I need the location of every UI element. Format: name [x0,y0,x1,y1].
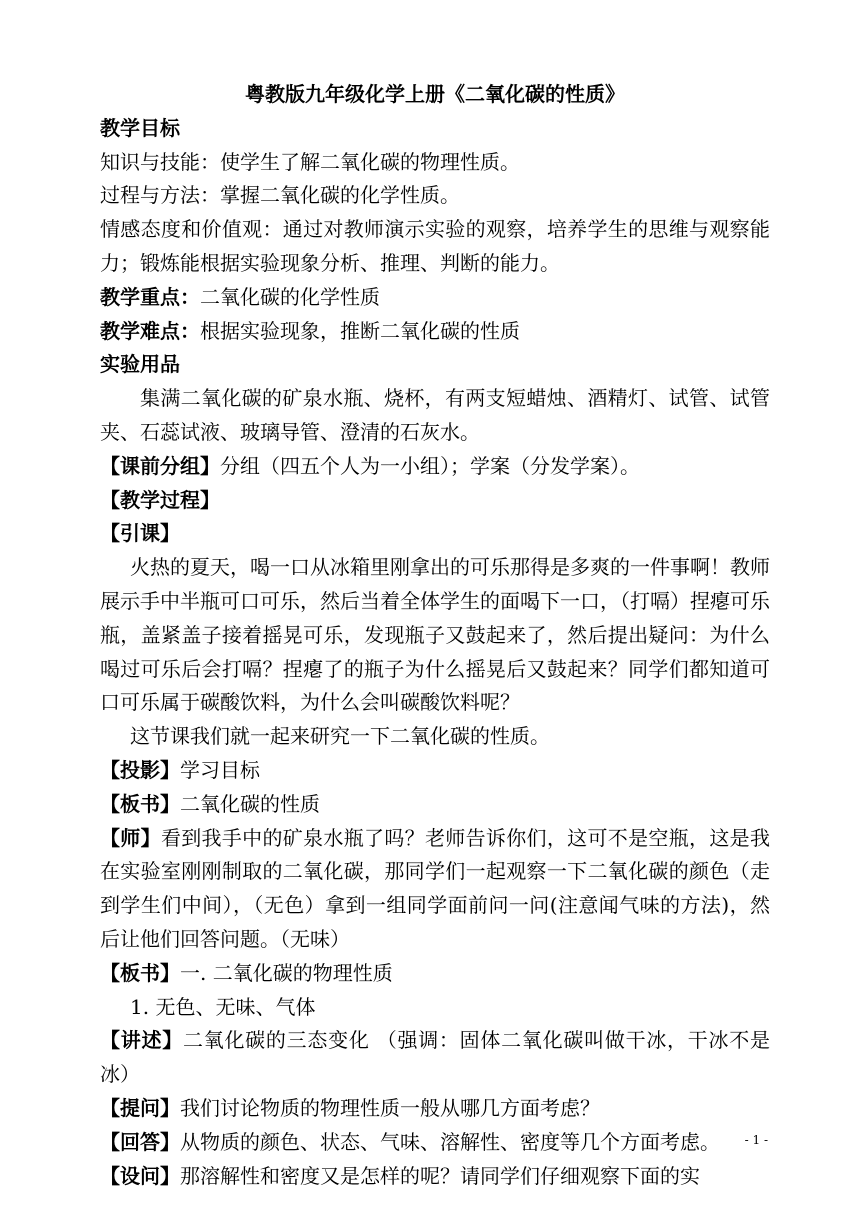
difficulty-point [100,315,770,349]
narrate-paragraph [100,1024,770,1092]
board2-text: 一. 二氧化碳的物理性质 [180,960,393,985]
document-title: 粤教版九年级化学上册《二氧化碳的性质》 [245,82,625,106]
board1-text: 二氧化碳的性质 [180,791,320,816]
grouping-text: 分组（四五个人为一小组）；学案（分发学案）。 [220,453,640,478]
key-point [100,281,770,315]
intro-heading: 【引课】 [100,521,180,546]
key-point-label: 教学重点： [100,284,200,309]
materials-heading: 实验用品 [100,352,180,377]
objectives-heading: 教学目标 [100,115,180,140]
emotion-objective: 情感态度和价值观：通过对教师演示实验的观察，培养学生的思维与观察能力；锻炼能根据实验现象分析、推理、判断的能力。 [100,217,770,275]
materials-text: 集满二氧化碳的矿泉水瓶、烧杯，有两支短蜡烛、酒精灯、试管、试管夹、石蕊试液、玻璃导管、澄清的石灰水。 [100,386,770,444]
question-line [100,1092,770,1126]
projection-line [100,754,770,788]
teacher-text: 看到我手中的矿泉水瓶了吗？老师告诉你们，这可不是空瓶，这是我在实验室刚刚制取的二氧化碳，那同学们一起观察一下二氧化碳的颜色（走到学生们中间），（无色）拿到一组同学面前问一问(注意闻气味的方法)，然后让他们回答问题。（无味） [100,825,770,951]
board2-tag: 【板书】 [100,960,180,985]
question-text: 我们讨论物质的物理性质一般从哪几方面考虑？ [180,1095,600,1120]
answer-tag: 【回答】 [100,1129,180,1154]
teacher-paragraph [100,822,770,957]
ask-tag: 【设问】 [100,1163,180,1188]
board1-tag: 【板书】 [100,791,180,816]
question-tag: 【提问】 [100,1095,180,1120]
key-point-text: 二氧化碳的化学性质 [200,284,380,309]
board-line-2 [100,957,770,991]
knowledge-objective: 知识与技能：使学生了解二氧化碳的物理性质。 [100,149,520,174]
intro-paragraph: 火热的夏天，喝一口从冰箱里刚拿出的可乐那得是多爽的一件事啊！教师展示手中半瓶可口可乐，然后当着全体学生的面喝下一口，（打嗝）捏瘪可乐瓶，盖紧盖子接着摇晃可乐，发现瓶子又鼓起来了，然后提出疑问：为什么喝过可乐后会打嗝？捏瘪了的瓶子为什么摇晃后又鼓起来？同学们都知道可口可乐属于碳酸饮料，为什么会叫碳酸饮料呢？ [100,555,770,715]
grouping-tag: 【课前分组】 [100,453,220,478]
process-objective: 过程与方法：掌握二氧化碳的化学性质。 [100,183,460,208]
intro-paragraph-2: 这节课我们就一起来研究一下二氧化碳的性质。 [130,724,550,749]
difficulty-label: 教学难点： [100,318,200,343]
ask-text: 那溶解性和密度又是怎样的呢？请同学们仔细观察下面的实 [180,1163,700,1188]
page-number: - 1 - [744,1133,768,1147]
difficulty-text: 根据实验现象，推断二氧化碳的性质 [200,318,520,343]
narrate-text: 二氧化碳的三态变化 （强调：固体二氧化碳叫做干冰，干冰不是冰） [100,1028,771,1087]
board-line-1 [100,788,770,822]
answer-text: 从物质的颜色、状态、气味、溶解性、密度等几个方面考虑。 [180,1129,720,1154]
teaching-process-heading: 【教学过程】 [100,487,220,512]
ask-line [100,1160,770,1194]
answer-line [100,1126,770,1160]
teacher-tag: 【师】 [100,825,161,850]
grouping-section [100,450,770,484]
projection-tag: 【投影】 [100,757,180,782]
projection-text: 学习目标 [180,757,260,782]
board2-item: 1. 无色、无味、气体 [130,994,316,1019]
narrate-tag: 【讲述】 [100,1028,183,1053]
document-page [100,78,770,1193]
